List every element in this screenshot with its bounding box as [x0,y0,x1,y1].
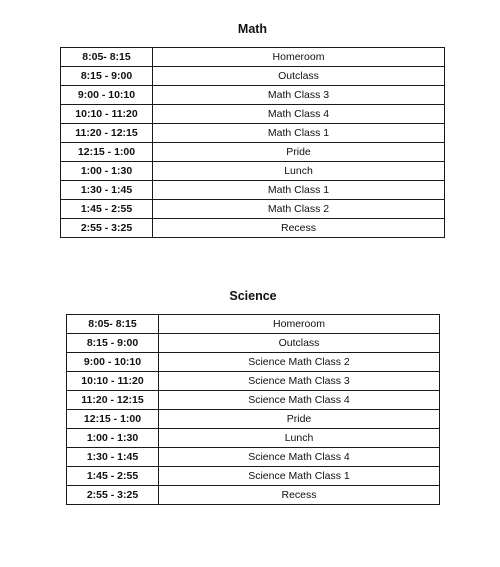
activity-cell: Math Class 2 [153,200,445,219]
activity-cell: Science Math Class 4 [159,391,440,410]
time-cell: 11:20 - 12:15 [67,391,159,410]
activity-cell: Pride [159,410,440,429]
activity-cell: Math Class 4 [153,105,445,124]
table-row [61,219,445,238]
time-cell: 1:30 - 1:45 [67,448,159,467]
activity-cell: Lunch [159,429,440,448]
table-row [67,334,440,353]
activity-cell: Science Math Class 2 [159,353,440,372]
activity-cell: Pride [153,143,445,162]
activity-cell: Science Math Class 3 [159,372,440,391]
time-cell: 8:05- 8:15 [61,48,153,67]
time-cell: 1:45 - 2:55 [67,467,159,486]
table-row [67,448,440,467]
table-row [67,486,440,505]
time-cell: 8:05- 8:15 [67,315,159,334]
activity-cell: Math Class 1 [153,124,445,143]
time-cell: 10:10 - 11:20 [67,372,159,391]
table-row [61,162,445,181]
table-row [67,391,440,410]
time-cell: 10:10 - 11:20 [61,105,153,124]
activity-cell: Math Class 1 [153,181,445,200]
table-row [67,410,440,429]
time-cell: 1:00 - 1:30 [61,162,153,181]
activity-cell: Outclass [153,67,445,86]
activity-cell: Science Math Class 1 [159,467,440,486]
science-schedule [66,288,440,505]
schedule-title: Science [229,289,277,303]
time-cell: 12:15 - 1:00 [61,143,153,162]
activity-cell: Homeroom [153,48,445,67]
table-row [67,429,440,448]
table-row [61,48,445,67]
time-cell: 12:15 - 1:00 [67,410,159,429]
table-row [67,467,440,486]
time-cell: 8:15 - 9:00 [61,67,153,86]
time-cell: 11:20 - 12:15 [61,124,153,143]
activity-cell: Math Class 3 [153,86,445,105]
activity-cell: Homeroom [159,315,440,334]
time-cell: 1:45 - 2:55 [61,200,153,219]
time-cell: 9:00 - 10:10 [61,86,153,105]
table-row [67,372,440,391]
table-row [67,315,440,334]
activity-cell: Lunch [153,162,445,181]
table-row [61,124,445,143]
table-row [67,353,440,372]
activity-cell: Recess [159,486,440,505]
schedule-table [66,314,440,505]
activity-cell: Outclass [159,334,440,353]
activity-cell: Recess [153,219,445,238]
time-cell: 8:15 - 9:00 [67,334,159,353]
time-cell: 1:30 - 1:45 [61,181,153,200]
table-row [61,181,445,200]
table-row [61,105,445,124]
schedule-table [60,47,445,238]
table-row [61,67,445,86]
time-cell: 2:55 - 3:25 [61,219,153,238]
table-row [61,200,445,219]
time-cell: 1:00 - 1:30 [67,429,159,448]
math-schedule [60,21,445,238]
table-row [61,143,445,162]
table-row [61,86,445,105]
schedule-title: Math [237,22,268,36]
time-cell: 2:55 - 3:25 [67,486,159,505]
activity-cell: Science Math Class 4 [159,448,440,467]
time-cell: 9:00 - 10:10 [67,353,159,372]
